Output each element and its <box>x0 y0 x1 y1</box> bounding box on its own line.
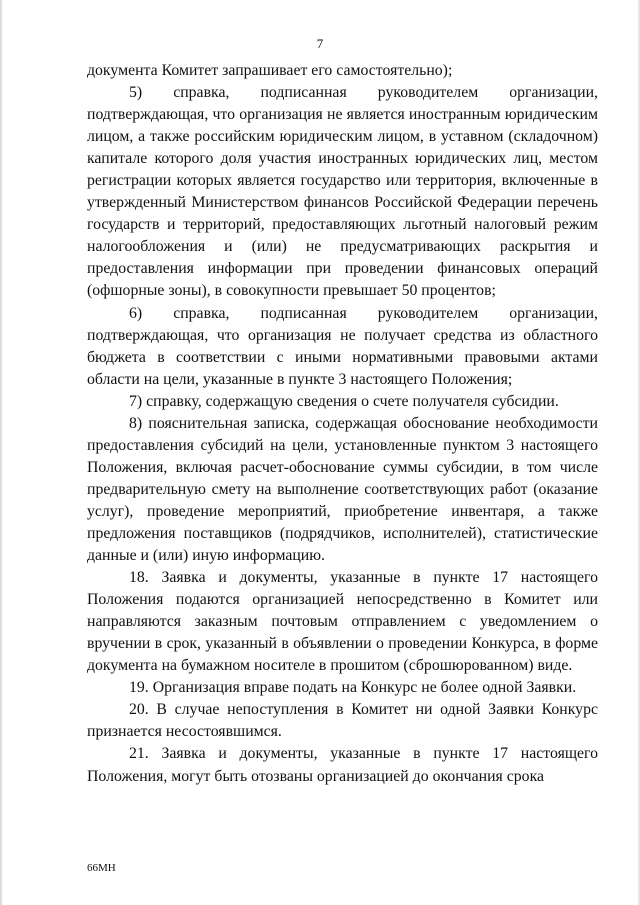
paragraph-item-5: 5) справка, подписанная руководителем организации, подтверждающая, что организация не является иностранным юридическим лицом, а также российским юридическим лицом, в уставном (складочном) капитале которого доля участия иностранных юридических лиц, местом регистрации которых является государство или территория, включенные в утвержденный Министерством финансов Российской Федерации перечень государств и территорий, предоставляющих льготный налоговый режим налогообложения и (или) не предусматривающих раскрытия и предоставления информации при проведении финансовых операций (офшорные зоны), в совокупности превышает 50 процентов; <box>87 84 598 300</box>
paragraph-clause-19: 19. Организация вправе подать на Конкурс не более одной Заявки. <box>129 679 577 697</box>
footer-code: 66МН <box>87 862 116 874</box>
paragraph-clause-20: 20. В случае непоступления в Комитет ни одной Заявки Конкурс признается несостоявшимся. <box>87 701 598 741</box>
paragraph-item-8: 8) пояснительная записка, содержащая обоснование необходимости предоставления субсидий на цели, установленные пунктом 3 настоящего Положения, включая расчет-обоснование суммы субсидии, в том числе предварительную смету на выполнение соответствующих работ (оказание услуг), проведение мероприятий, приобретение инвентаря, а также предложения поставщиков (подрядчиков, исполнителей), статистические данные и (или) иную информацию. <box>87 414 598 565</box>
paragraph-item-6: 6) справка, подписанная руководителем организации, подтверждающая, что организация не получает средства из областного бюджета в соответствии с иными нормативными правовыми актами области на цели, указанные в пункте 3 настоящего Положения; <box>87 304 598 388</box>
document-body <box>87 60 598 788</box>
paragraph-clause-21: 21. Заявка и документы, указанные в пункте 17 настоящего Положения, могут быть отозваны организацией до окончания срока <box>87 745 598 785</box>
scan-edge-left <box>0 0 3 905</box>
paragraph-item-7: 7) справку, содержащую сведения о счете получателя субсидии. <box>129 392 559 410</box>
paragraph-clause-18: 18. Заявка и документы, указанные в пункте 17 настоящего Положения подаются организацией непосредственно в Комитет или направляются заказным почтовым отправлением с уведомлением о вручении в срок, указанный в объявлении о проведении Конкурса, в форме документа на бумажном носителе в прошитом (сброшюрованном) виде. <box>87 569 598 675</box>
page-number: 7 <box>316 36 324 51</box>
paragraph-continuation: документа Комитет запрашивает его самостоятельно); <box>87 62 453 79</box>
